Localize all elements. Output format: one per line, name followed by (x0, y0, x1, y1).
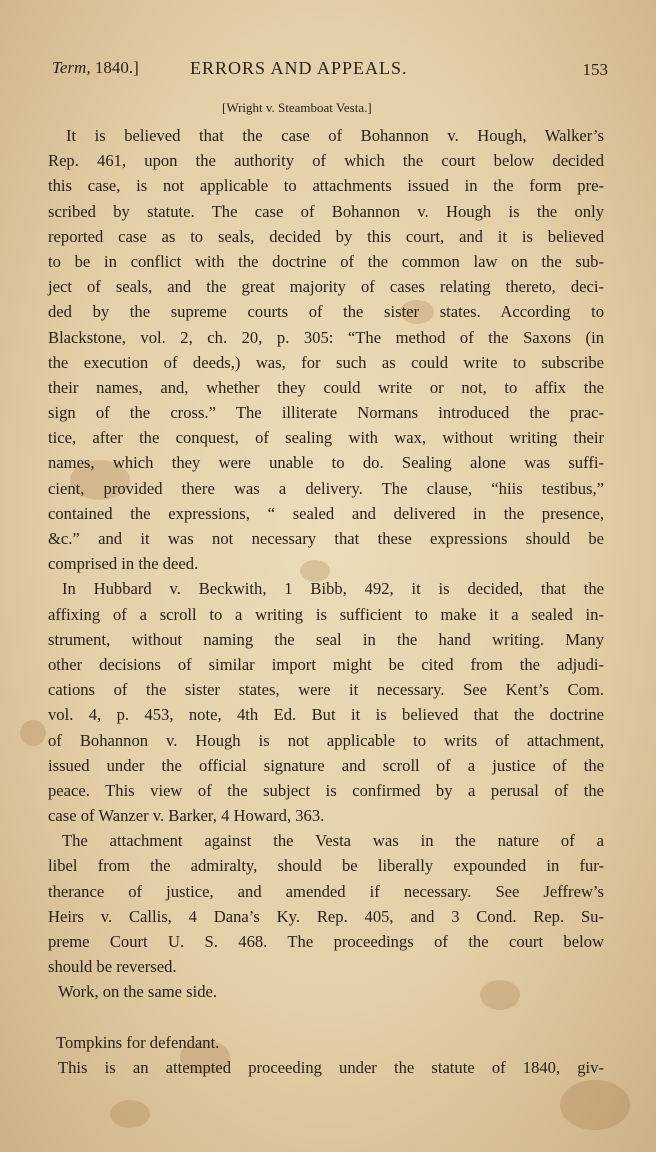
text-line: Heirs v. Callis, 4 Dana’s Ky. Rep. 405, and 3 Cond. Rep. Su- (48, 906, 604, 926)
text-line: cient, provided there was a delivery. The clause, “hiis testibus,” (48, 478, 604, 498)
text-line: preme Court U. S. 468. The proceedings of the court below (48, 932, 604, 951)
text-line: It is believed that the case of Bohannon v. Hough, Walker’s (66, 126, 604, 145)
text-line: comprised in the deed. (48, 554, 199, 574)
text-line: &c.” and it was not necessary that these expressions should be (48, 529, 604, 548)
body-text (48, 123, 604, 1080)
text-line: the execution of deeds,) was, for such as could write to subscribe (48, 352, 604, 372)
text-line: vol. 4, p. 453, note, 4th Ed. But it is believed that the doctrine (48, 705, 604, 725)
text-line: contained the expressions, “ sealed and delivered in the presence, (48, 503, 604, 523)
text-line: affixing of a scroll to a writing is sufficient to make it a sealed in- (48, 604, 604, 624)
text-line: cations of the sister states, were it necessary. See Kent’s Com. (48, 680, 604, 700)
text-line: names, which they were unable to do. Sealing alone was suffi- (48, 453, 604, 473)
text-line: therance of justice, and amended if necessary. See Jeffrew’s (48, 881, 604, 901)
text-line: ded by the supreme courts of the sister states. According to (48, 302, 604, 322)
text-line: tice, after the conquest, of sealing with wax, without writing their (48, 428, 604, 448)
text-line: their names, and, whether they could write or not, to affix the (48, 377, 604, 397)
text-line: case of Wanzer v. Barker, 4 Howard, 363. (48, 806, 325, 826)
text-line: ject of seals, and the great majority of cases relating thereto, deci- (48, 277, 604, 297)
text-line: issued under the official signature and scroll of a justice of the (48, 755, 604, 775)
text-line: should be reversed. (48, 957, 177, 977)
text-line: Rep. 461, upon the authority of which the court below decided (48, 151, 604, 171)
running-header-term: Term, 1840.] (52, 58, 139, 77)
text-line: this case, is not applicable to attachments issued in the form pre- (48, 176, 604, 196)
text-line: The attachment against the Vesta was in the nature of a (62, 831, 604, 851)
running-header (52, 58, 608, 88)
text-line (48, 1005, 604, 1030)
text-line: scribed by statute. The case of Bohannon v. Hough is the only (48, 201, 604, 221)
running-header-title: ERRORS AND APPEALS. (190, 58, 408, 78)
text-line: strument, without naming the seal in the hand writing. Many (48, 629, 604, 649)
text-line: In Hubbard v. Beckwith, 1 Bibb, 492, it is decided, that the (62, 579, 604, 599)
text-line: This is an attempted proceeding under the statute of 1840, giv- (58, 1057, 604, 1077)
case-caption: [Wright v. Steamboat Vesta.] (222, 100, 372, 115)
text-line: Blackstone, vol. 2, ch. 20, p. 305: “The method of the Saxons (in (48, 327, 604, 347)
text-line: of Bohannon v. Hough is not applicable to writs of attachment, (48, 730, 604, 750)
text-line: libel from the admiralty, should be liberally expounded in fur- (48, 856, 604, 876)
text-line: peace. This view of the subject is confirmed by a perusal of the (48, 780, 604, 800)
text-line: to be in conflict with the doctrine of the common law on the sub- (48, 251, 604, 271)
page-number: 153 (582, 60, 608, 79)
text-line: Tompkins for defendant. (56, 1032, 220, 1052)
text-line: Work, on the same side. (58, 982, 218, 1002)
text-line: other decisions of similar import might be cited from the adjudi- (48, 654, 604, 674)
text-line: reported case as to seals, decided by this court, and it is believed (48, 226, 604, 246)
text-line: sign of the cross.” The illiterate Normans introduced the prac- (48, 403, 604, 423)
